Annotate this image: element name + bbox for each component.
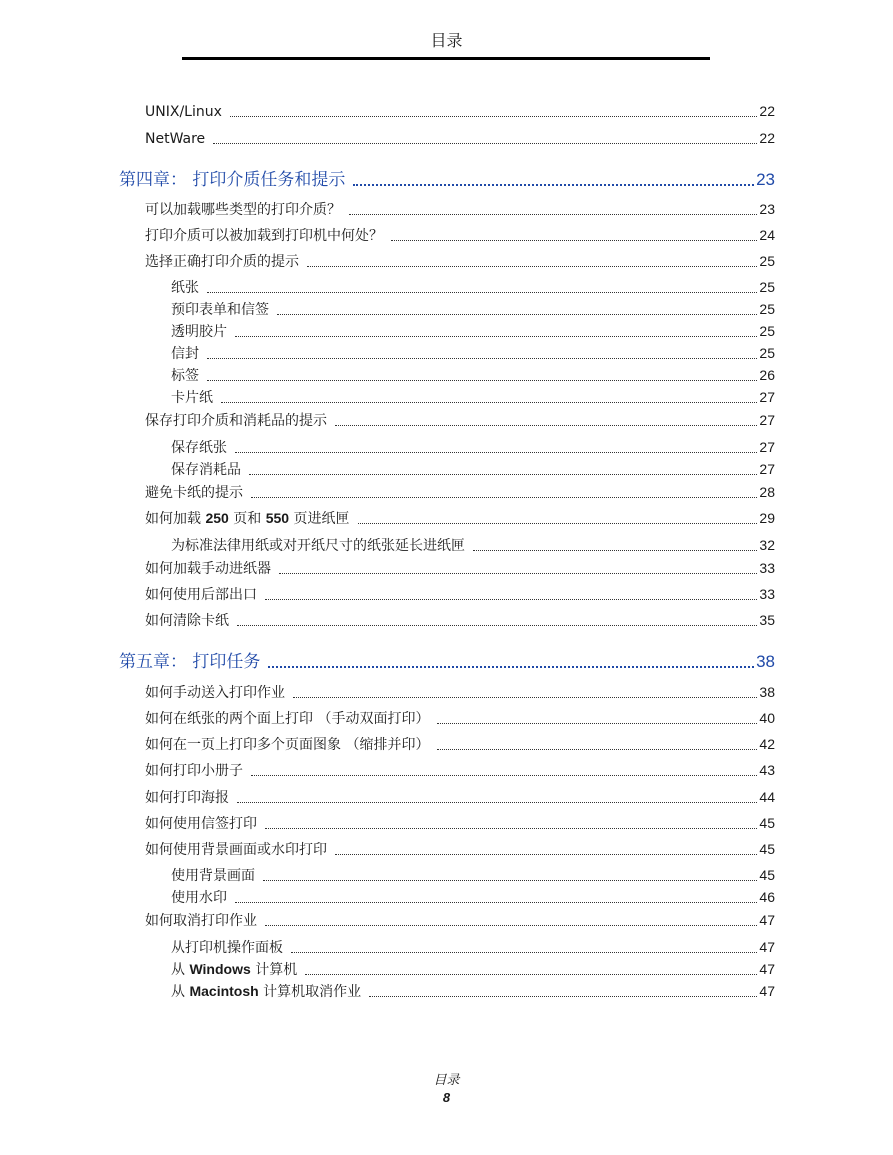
- toc-dot-leader: [268, 665, 754, 668]
- toc-page-number: 26: [759, 367, 775, 383]
- toc-entry-text: 选择正确打印介质的提示: [145, 254, 299, 270]
- toc-entry-title: [145, 840, 335, 860]
- toc-page-number: 25: [759, 345, 775, 361]
- toc-dot-leader: [213, 142, 757, 144]
- toc-dot-leader: [293, 696, 757, 698]
- toc-entry-title: [145, 585, 265, 605]
- toc-page-number: 25: [759, 253, 775, 269]
- toc-entry[interactable]: [145, 839, 775, 860]
- toc-entry-title: [145, 788, 237, 808]
- toc-dot-leader: [207, 357, 757, 359]
- toc-page-number: 23: [759, 201, 775, 217]
- toc-entry-text: UNIX/Linux: [145, 104, 222, 120]
- toc-entry-text: 计算机: [250, 962, 298, 978]
- toc-page-number: 45: [759, 815, 775, 831]
- toc-entry-title: [145, 814, 265, 834]
- toc-entry-text: 如何使用背景画面或水印打印: [145, 842, 327, 858]
- toc-entry-text: 如何加载手动进纸器: [145, 561, 271, 577]
- toc-entry-title: [171, 438, 235, 458]
- toc-entry[interactable]: [145, 584, 775, 605]
- toc-entry-text: 可以加载哪些类型的打印介质？: [145, 202, 341, 218]
- toc-entry-title: [145, 611, 237, 631]
- toc-entry[interactable]: [145, 482, 775, 503]
- toc-entry-text: 避免卡纸的提示: [145, 485, 243, 501]
- toc-entry-text: 使用水印: [171, 890, 227, 906]
- toc-dot-leader: [265, 924, 757, 926]
- toc-entry-netware[interactable]: [145, 128, 775, 149]
- toc-entry-title: [145, 683, 293, 703]
- toc-page-number: 24: [759, 227, 775, 243]
- toc-subentry[interactable]: [171, 387, 775, 408]
- toc-subentry[interactable]: [171, 321, 775, 342]
- toc-entry-text: 保存消耗品: [171, 462, 241, 478]
- toc-entry[interactable]: [145, 813, 775, 834]
- toc-dot-leader: [237, 801, 757, 803]
- toc-dot-leader: [251, 774, 757, 776]
- toc-entry-title: [171, 366, 207, 386]
- toc-entry-title: [145, 559, 279, 579]
- toc-dot-leader: [249, 473, 757, 475]
- toc-entry-text: 为标准法律用纸或对开纸尺寸的纸张延长进纸匣: [171, 538, 465, 554]
- toc-subentry[interactable]: [171, 459, 775, 480]
- toc-entry-text: 卡片纸: [171, 390, 213, 406]
- toc-entry-title: [145, 411, 335, 431]
- toc-chapter-4[interactable]: [119, 168, 775, 192]
- toc-entry-text: 第四章： 打印介质任务和提示: [119, 170, 346, 190]
- toc-entry-text: 页和: [228, 511, 266, 527]
- toc-entry[interactable]: [145, 251, 775, 272]
- toc-page-number: 25: [759, 279, 775, 295]
- toc-entry-title: [171, 536, 473, 556]
- toc-dot-leader: [251, 496, 757, 498]
- toc-entry-title: [145, 129, 213, 149]
- toc-subentry[interactable]: [171, 535, 775, 556]
- toc-dot-leader: [335, 424, 757, 426]
- toc-dot-leader: [235, 335, 757, 337]
- toc-dot-leader: [207, 291, 757, 293]
- toc-dot-leader: [265, 827, 757, 829]
- toc-entry-text: 纸张: [171, 280, 199, 296]
- toc-page-number: 43: [759, 762, 775, 778]
- toc-entry-title: [171, 866, 263, 886]
- toc-entry-text: 如何打印小册子: [145, 763, 243, 779]
- toc-entry[interactable]: [145, 734, 775, 755]
- toc-entry-title: [171, 981, 369, 1002]
- toc-subentry[interactable]: [171, 937, 775, 958]
- toc-entry-text: 如何使用信签打印: [145, 816, 257, 832]
- toc-chapter-title: [119, 168, 353, 192]
- toc-entry[interactable]: [145, 199, 775, 220]
- header-rule: [182, 57, 710, 60]
- toc-subentry[interactable]: [171, 865, 775, 886]
- toc-page-number: 23: [756, 170, 775, 189]
- toc-entry-title: [171, 388, 221, 408]
- toc-page-number: 47: [759, 983, 775, 999]
- toc-dot-leader: [237, 624, 757, 626]
- toc-page-number: 32: [759, 537, 775, 553]
- toc-entry-text: 使用背景画面: [171, 868, 255, 884]
- page-footer-title: 目录: [433, 1073, 460, 1088]
- toc-entry-text: 页进纸匣: [289, 511, 350, 527]
- toc-entry-text: 信封: [171, 346, 199, 362]
- toc-entry-title: [145, 735, 437, 755]
- toc-entry[interactable]: [145, 760, 775, 781]
- toc-entry-title: [145, 709, 437, 729]
- toc-page-number: 22: [759, 103, 775, 119]
- toc-page-number: 27: [759, 389, 775, 405]
- toc-entry-unix-linux[interactable]: [145, 101, 775, 122]
- toc-entry-text: 保存打印介质和消耗品的提示: [145, 413, 327, 429]
- toc-dot-leader: [235, 901, 757, 903]
- toc-dot-leader: [277, 313, 757, 315]
- toc-chapter-5[interactable]: [119, 650, 775, 674]
- toc-entry-text: 如何手动送入打印作业: [145, 685, 285, 701]
- toc-entry-text: 如何打印海报: [145, 790, 229, 806]
- toc-subentry[interactable]: [171, 981, 775, 1002]
- toc-page-number: 40: [759, 710, 775, 726]
- toc-page-number: 42: [759, 736, 775, 752]
- toc-entry-title: [145, 761, 251, 781]
- toc-dot-leader: [437, 722, 757, 724]
- toc-entry[interactable]: [145, 910, 775, 931]
- toc-dot-leader: [263, 879, 757, 881]
- toc-dot-leader: [279, 572, 757, 574]
- toc-page-number: 27: [759, 461, 775, 477]
- toc-page-number: 44: [759, 789, 775, 805]
- toc-entry-text: 打印介质可以被加载到打印机中何处？: [145, 228, 383, 244]
- toc-entry-text: NetWare: [145, 131, 206, 147]
- toc-subentry[interactable]: [171, 343, 775, 364]
- toc-entry-title: [145, 226, 391, 246]
- toc-dot-leader: [230, 115, 758, 117]
- toc-entry[interactable]: [145, 225, 775, 246]
- toc-entry[interactable]: [145, 410, 775, 431]
- toc-dot-leader: [235, 451, 757, 453]
- toc-entry-text: 从: [171, 962, 190, 978]
- toc-entry-text: 从: [171, 984, 190, 1000]
- toc-page-number: 45: [759, 867, 775, 883]
- toc-subentry[interactable]: [171, 887, 775, 908]
- toc-page-number: 47: [759, 939, 775, 955]
- toc-page-number: 46: [759, 889, 775, 905]
- toc-entry-bold-text: 250: [205, 510, 229, 526]
- toc-entry-text: 如何在纸张的两个面上打印 （手动双面打印）: [145, 711, 430, 727]
- toc-entry-text: 如何清除卡纸: [145, 613, 229, 629]
- toc-entry[interactable]: [145, 787, 775, 808]
- toc-entry-text: 如何取消打印作业: [145, 913, 257, 929]
- toc-entry-title: [145, 252, 307, 272]
- toc-page-number: 27: [759, 412, 775, 428]
- toc-page-number: 25: [759, 323, 775, 339]
- toc-entry-text: 透明胶片: [171, 324, 227, 340]
- toc-entry-title: [145, 102, 230, 122]
- toc-dot-leader: [473, 549, 757, 551]
- toc-page-number: 35: [759, 612, 775, 628]
- toc-entry-title: [145, 911, 265, 931]
- toc-entry[interactable]: [145, 682, 775, 703]
- toc-dot-leader: [353, 183, 754, 186]
- toc-dot-leader: [391, 239, 757, 241]
- toc-entry[interactable]: [145, 508, 775, 529]
- toc-page-number: 47: [759, 961, 775, 977]
- toc-entry-title: [171, 300, 277, 320]
- toc-page-number: 33: [759, 586, 775, 602]
- toc-entry-title: [145, 200, 349, 220]
- toc-page-number: 27: [759, 439, 775, 455]
- toc-entry[interactable]: [145, 708, 775, 729]
- toc-page-number: 38: [759, 684, 775, 700]
- toc-dot-leader: [305, 973, 757, 975]
- toc-chapter-title: [119, 650, 268, 674]
- toc-subentry[interactable]: [171, 299, 775, 320]
- toc-entry-title: [145, 483, 251, 503]
- toc-entry-title: [145, 508, 358, 529]
- toc-entry[interactable]: [145, 558, 775, 579]
- toc-entry-title: [171, 278, 207, 298]
- toc-page-number: 45: [759, 841, 775, 857]
- toc-entry-bold-text: 550: [265, 510, 290, 526]
- toc-entry-text: 如何加载: [145, 511, 206, 527]
- toc-entry-title: [171, 460, 249, 480]
- toc-dot-leader: [307, 265, 757, 267]
- toc-entry-title: [171, 322, 235, 342]
- toc-subentry[interactable]: [171, 959, 775, 980]
- toc-page-number: 25: [759, 301, 775, 317]
- toc-entry-text: 从打印机操作面板: [171, 940, 283, 956]
- toc-entry-text: 标签: [171, 368, 199, 384]
- toc-entry-bold-text: Macintosh: [189, 983, 259, 999]
- toc-dot-leader: [207, 379, 757, 381]
- toc-entry-text: 保存纸张: [171, 440, 227, 456]
- toc-dot-leader: [291, 951, 757, 953]
- toc-dot-leader: [369, 995, 757, 997]
- toc-entry-text: 预印表单和信签: [171, 302, 269, 318]
- toc-entry-title: [171, 938, 291, 958]
- toc-subentry[interactable]: [171, 365, 775, 386]
- toc-subentry[interactable]: [171, 437, 775, 458]
- toc-entry-title: [171, 959, 305, 980]
- page-number: 8: [442, 1090, 451, 1105]
- toc-dot-leader: [349, 213, 757, 215]
- toc-entry-title: [171, 888, 235, 908]
- toc-entry[interactable]: [145, 610, 775, 631]
- toc-entry-text: 计算机取消作业: [258, 984, 362, 1000]
- toc-dot-leader: [335, 853, 757, 855]
- toc-dot-leader: [358, 522, 758, 524]
- toc-entry-text: 如何在一页上打印多个页面图象 （缩排并印）: [145, 737, 430, 753]
- toc-page-number: 29: [759, 510, 775, 526]
- toc-page-number: 28: [759, 484, 775, 500]
- toc-dot-leader: [221, 401, 757, 403]
- toc-dot-leader: [437, 748, 757, 750]
- toc-page-number: 47: [759, 912, 775, 928]
- toc-subentry[interactable]: [171, 277, 775, 298]
- toc-entry-bold-text: Windows: [189, 961, 251, 977]
- toc-dot-leader: [265, 598, 757, 600]
- toc-page-number: 22: [759, 130, 775, 146]
- toc-entry-text: 第五章： 打印任务: [119, 652, 261, 672]
- toc-entry-text: 如何使用后部出口: [145, 587, 257, 603]
- toc-page-number: 33: [759, 560, 775, 576]
- toc-page-number: 38: [756, 652, 775, 671]
- page-header-title: 目录: [430, 31, 463, 50]
- toc-entry-title: [171, 344, 207, 364]
